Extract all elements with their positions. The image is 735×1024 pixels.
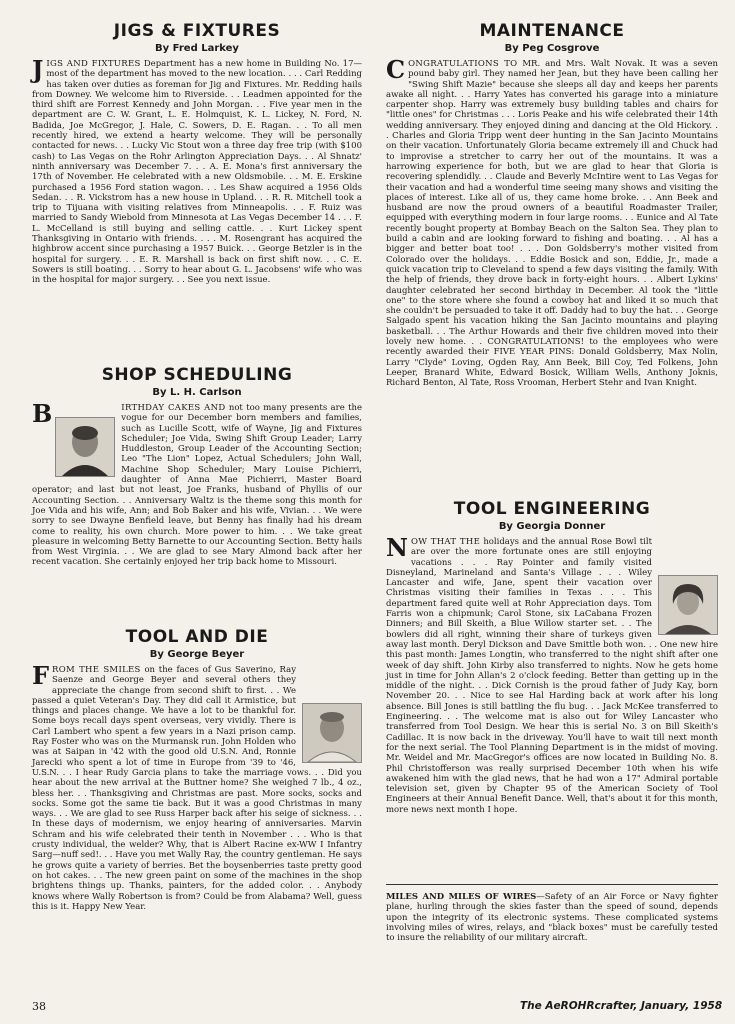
tool-engineering-body: [386, 533, 718, 815]
jigs-fixtures-title: JIGS & FIXTURES: [113, 21, 281, 41]
maintenance-byline: By Peg Cosgrove: [504, 43, 600, 54]
tool-die-byline: By George Beyer: [149, 649, 245, 660]
lead-in: ROM THE SMILES: [52, 665, 141, 675]
author-photo: [302, 703, 362, 763]
tool-die-section: [32, 628, 362, 912]
author-photo: [55, 417, 115, 477]
drop-cap: F: [32, 661, 50, 690]
portrait-icon: [56, 418, 114, 476]
shop-scheduling-section: [32, 366, 362, 568]
jigs-fixtures-body: [32, 55, 362, 286]
maintenance-section: [386, 22, 718, 389]
jigs-fixtures-section: [32, 22, 362, 286]
portrait-icon: [303, 704, 361, 762]
miles-of-wires-title: MILES AND MILES OF WIRES: [386, 892, 537, 902]
lead-in: OW THAT THE: [410, 537, 481, 547]
article-text: on the faces of Gus Saverino, Ray Saenze and George Beyer and several others they appreciate the change from second shift to first. . . We passed a quiet Veteran's Day. They did call it Armistice, but things and places change. We have a lot to be thankful for. Some boys recall days spent overseas, very vividly. There is Carl Lambert who spent a few years in a Nazi prison camp. Ray Foster who was on the Murmansk run. John Holden who was at Saipan in '42 with the good old U.S.N. And, Ronnie Jarecki who spent a lot of time in Europe from '39 to '46, U.S.N. . . I hear Rudy Garcia plans to take the marriage vows. . . Did you hear about the new arrival at the Buttner home? She weighed 7 lb., 4 oz., bless her. . . Thanksgiving and Christmas are past. More socks, socks and socks. Some got the same tie back. But it was a good Christmas in many ways. . . We are glad to see Russ Harper back after his seige of sickness. . . In these days of modernism, we enjoy hearing of anniversaries. Marvin Schram and his wife celebrated their tenth in November . . . Who is that crusty individual, the welder? Why, that is Albert Racine ex-WW I Infantry Sarg—nuff sed!. . . Have you met Wally Ray, the country gentleman. He says he grows quite a variety of berries. Bet the boysenberries taste pretty good on hot cakes. . . The new green paint on some of the machines in the shop brightens things up. Thanks, painters, for the added color. . . Anybody knows where Wally Robertson is from? Could be from Alabama? Well, guess this is it. Happy New Year.: [32, 665, 362, 912]
shop-scheduling-title: SHOP SCHEDULING: [101, 365, 293, 385]
lead-in: IGS AND FIXTURES: [46, 59, 141, 69]
miles-of-wires-section: [386, 892, 718, 943]
article-text: Department has a new home in Building No. 17—most of the department has moved to the new location. . . . Carl Redding has taken over duties as foreman for Jig and Fixtures. Mr. Redding hails from Downey. We welcome him to Riverside. . . Leadmen appointed for the third shift are Forrest Kennedy and John Morgan. . . Five year men in the department are C. W. Grant, L. E. Holmquist, K. L. Lickey, N. Ford, N. Badida, Joe McGregor, J. Hale, C. Sowers, D. E. Ragan. . . To all men recently hired, we extend a hearty welcome. They will be personally contacted for news. . . Lucky Vic Stout won a three day free trip (with $100 cash) to Las Vegas on the Rohr Arlington Appreciation Days. . . Al Shnatz' ninth anniversary was December 7. . . A. E. Mona's first anniversary the 17th of November. He celebrated with a new Oldsmobile. . . M. E. Erskine purchased a 1956 Ford station wagon. . . Les Shaw acquired a 1956 Olds Sedan. . . R. Vickstrom has a new house in Upland. . . R. R. Mitchell took a trip to Tijuana with visiting relatives from Minneapolis. . . F. Ruiz was married to Sandy Wiebold from Minnesota at Las Vegas December 14 . . . F. L. McCelland is still buying and selling cattle. . . Kurt Lickey spent Thanksgiving in Ontario with friends. . . . M. Rosengrant has acquired the highbrow accent since purchasing a 1957 Buick. . . George Betzler is in the hospital for surgery. . . E. R. Marshall is back on first shift now. . . C. E. Sowers is still boating. . . Sorry to hear about G. L. Jacobsens' wife who was in the hospital for major surgery. . . See you next issue.: [32, 59, 362, 286]
drop-cap: C: [386, 55, 406, 84]
article-text: MR. and Mrs. Walt Novak. It was a seven pound baby girl. They named her Jean, but they have been calling her "Swing Shift Mazie" because she sleeps all day and keeps her parents awake all night. . . Harry Yates has converted his garage into a miniature carpenter shop. Harry was extremely busy building tables and chairs for "little ones" for Christmas . . . Loris Peake and his wife celebrated their 14th wedding anniversary. They enjoyed dining and dancing at the Old Hickory. . . Charles and Gloria Tripp went deer hunting in the San Jacinto Mountains on their vacation. Unfortunately Gloria became extremely ill and Chuck had to improvise a stretcher to carry her out of the mountains. It was a harrowing experience for both, but we are glad to hear that Gloria is recovering splendidly. . . Claude and Beverly McIntire went to Las Vegas for their vacation and had a wonderful time seeing many shows and visiting the places of interest. Like all of us, they came home broke. . . Ann Beek and husband are now the proud owners of a beautiful Roadmaster Trailer, equipped with everything modern in four large rooms. . . Eunice and Al Tate recently bought property at Bombay Beach on the Salton Sea. They plan to build a cabin and are looking forward to fishing and boating. . . Al has a bigger and better boat too! . . . Don Goldsberry's mother visited from Colorado over the holidays. . . Eddie Bosick and son, Eddie, Jr., made a quick vacation trip to Cleveland to spend a few days visiting the family. With the help of friends, they drove back in forty-eight hours. . . Albert Lykins' daughter celebrated her second birthday in December. Al took the "little one" to the store where she found a cowboy hat and liked it so much that she couldn't be persuaded to take it off. Daddy had to buy the hat. . . George Salgado spent his vacation hiking the San Jacinto mountains and playing basketball. . . The Arthur Howards and their five children moved into their lovely new home. . . CONGRATULATIONS! to the employees who were recently awarded their FIVE YEAR PINS: Donald Goldsberry, Max Nolin, Larry "Clyde" Loving, Ogden Ray, Ann Beek, Bill Coy, Ted Folkens, John Leeper, Branard White, Edward Bosick, William Wells, Anthony Joknis, Richard Benton, Al Tate, Ross Vrooman, Herbert Stehr and Ivan Knight.: [386, 59, 718, 389]
tool-die-title: TOOL AND DIE: [125, 627, 269, 647]
tool-engineering-section: [386, 500, 718, 815]
lead-in: ONGRATULATIONS TO: [408, 59, 518, 69]
maintenance-title: MAINTENANCE: [479, 21, 625, 41]
shop-scheduling-byline: By L. H. Carlson: [152, 387, 242, 398]
author-photo: [658, 575, 718, 635]
shop-scheduling-body: [32, 399, 363, 568]
article-text: not too many presents are the vogue for our December born members and families, such as Lucille Scott, wife of Wayne, Jig and Fixtures Scheduler; Joe Vida, Swing Shift Group Leader; Larry Huddleston, Group Leader of the Accounting Section; Leo "The Lion" Lopez, Actual Schedulers; John Wall, Machine Shop Scheduler; Mary Louise Pichierri, daughter of Anna Mae Pichierri, Master Board operator; and last but not least, Joe Franks, husband of Phyllis of our Accounting Section. . . Anniversary Waltz is the theme song this month for Joe Vida and his wife, Ann; and Bob Baker and his wife, Vivian. . . We were sorry to see Dwayne Benfield leave, but Benny has finally had his dream come to reality, his own church. More power to him. . . We take great pleasure in welcoming Betty Barnette to our Accounting Section. Betty hails from West Virginia. . . We are glad to see Mary Almond back after her recent vacation. She certainly enjoyed her trip back home to Missouri.: [32, 403, 363, 568]
drop-cap: N: [386, 533, 408, 562]
tool-engineering-byline: By Georgia Donner: [498, 521, 606, 532]
page-number: 38: [32, 1000, 46, 1013]
maintenance-body: [386, 55, 718, 389]
lead-in: IRTHDAY CAKES AND: [121, 403, 226, 413]
portrait-icon: [659, 576, 717, 634]
tool-engineering-title: TOOL ENGINEERING: [453, 499, 651, 519]
publication-footer: The AeROHRcrafter, January, 1958: [520, 1000, 723, 1012]
miles-of-wires-body: [386, 892, 718, 943]
drop-cap: B: [32, 399, 53, 428]
section-divider: [386, 884, 718, 885]
drop-cap: J: [32, 55, 44, 84]
article-text: holidays and the annual Rose Bowl tilt are over the more fortunate ones are still enjoying vacations . . . Ray Pointer and family visited Disneyland, Marineland and Santa's Village . . . Wiley Lancaster and wife, Jane, spent their vacation over Christmas visiting their families in Texas . . . This department fared quite well at Rohr Appreciation days. Tom Farris won a chipmunk; Carol Stone, six LaCabana Frozen Dinners; and Bill Skeith, a Blue Willow starter set. . . The bowlers did all right, winning their share of turkeys given away last month. Deryl Dickson and Dave Smittle both won. . . One new hire this past month: James Longtin, who transferred to the night shift after one week of day shift. John Kirby also transferred to nights. Now he gets home just in time for John Allan's 2 o'clock feeding. Better than getting up in the middle of the night. . . Dick Cornish is the proud father of Judy Kay, born November 20. . . Nice to see Hal Harding back at work after his long absence. Bill Jones is still battling the flu bug. . . Jack McKee transferred to Engineering. . . The welcome mat is also out for Wiley Lancaster who transferred from Tool Design. We hear this is serial No. 3 on Bill Skeith's Cadillac. It is now back in the driveway. You'll have to wait till next month for the next serial. The Tool Planning Department is in the midst of moving. Mr. Weidel and Mr. MacGregor's offices are now located in Building No. 8. Phil Christofferson was really surprised December 10th when his wife awakened him with the glad news, that he had won a 17" Admiral portable television set, given by Chapter 95 of the American Society of Tool Engineers at their Annual Benefit Dance. Well, that's about it for this month, more news next month I hope.: [386, 537, 718, 815]
tool-die-body: [32, 661, 362, 912]
jigs-fixtures-byline: By Fred Larkey: [155, 43, 239, 54]
article-text: —Safety of an Air Force or Navy fighter plane, hurling through the skies faster than the speed of sound, depends upon the integrity of its electronic systems. These complicated systems involving miles of wires, relays, and "black boxes" must be carefully tested to insure the reliability of our military aircraft.: [386, 892, 718, 944]
